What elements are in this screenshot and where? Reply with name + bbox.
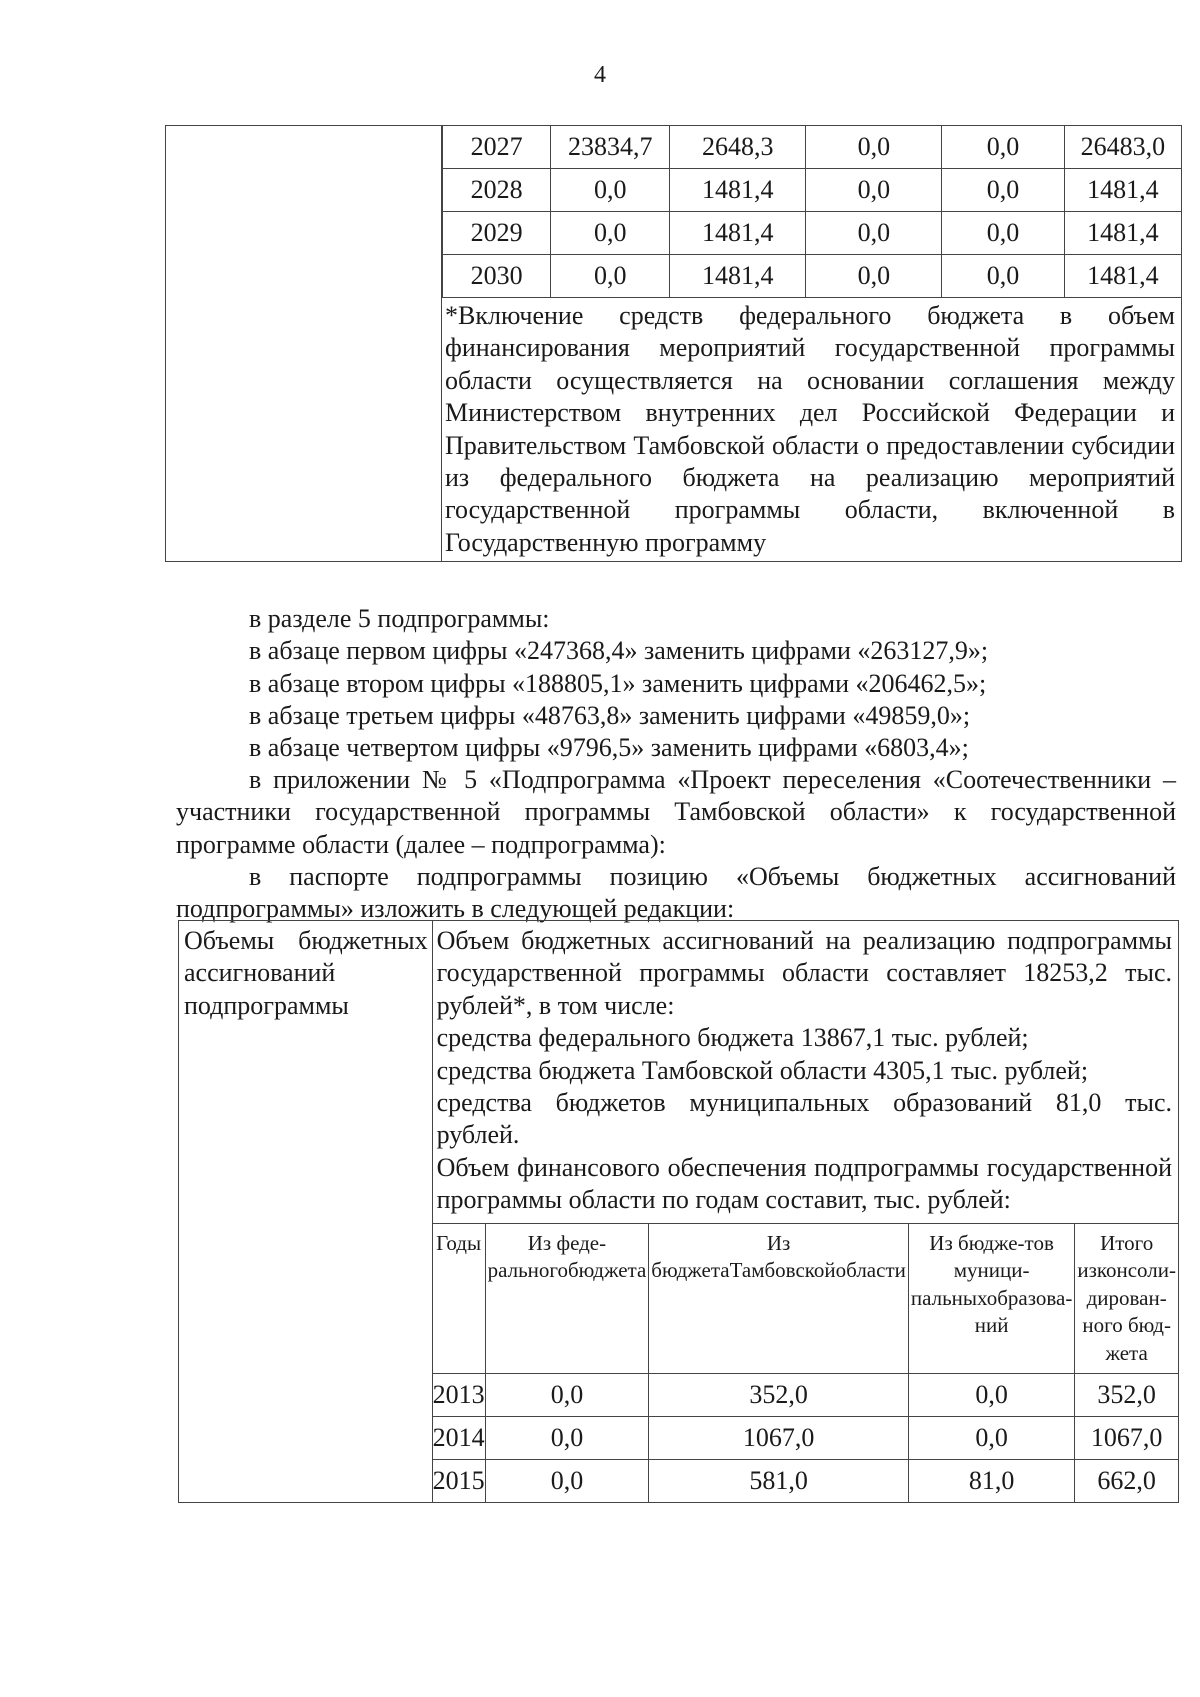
municipal-cell: 0,0	[908, 1417, 1074, 1460]
federal-cell: 0,0	[485, 1417, 649, 1460]
header-total: Итого изконсоли-дирован-ного бюд-жета	[1075, 1223, 1178, 1374]
description-line: Объем финансового обеспечения подпрограммы государственной программы области по годам составит, тыс. рублей:	[436, 1152, 1172, 1215]
description-line: средства федерального бюджета 13867,1 тыс. рублей;	[436, 1023, 1029, 1053]
paragraph: в приложении № 5 «Подпрограмма «Проект переселения «Соотечественники – участники государственной программы Тамбовской области» к государственной программе области (далее – подпрограмма):	[176, 765, 1176, 859]
other-cell: 0,0	[942, 169, 1064, 212]
description-line: Объем бюджетных ассигнований на реализацию подпрограммы государственной программы области составляет 18253,2 тыс. рублей*, в том числе:	[436, 926, 1172, 1020]
header-federal: Из феде-ральногобюджета	[485, 1223, 649, 1374]
regional-cell: 1481,4	[670, 255, 806, 298]
year-funding-table	[442, 126, 1181, 298]
federal-cell: 0,0	[551, 212, 670, 255]
regional-cell: 1481,4	[670, 212, 806, 255]
other-cell: 0,0	[942, 212, 1064, 255]
table-row	[443, 169, 1182, 212]
municipal-cell: 0,0	[806, 169, 942, 212]
total-cell: 1481,4	[1064, 212, 1181, 255]
municipal-cell: 81,0	[908, 1460, 1074, 1503]
total-cell: 1481,4	[1064, 255, 1181, 298]
table-row	[433, 1460, 1178, 1503]
other-cell: 0,0	[942, 255, 1064, 298]
label-cell	[179, 921, 433, 1503]
total-cell: 1481,4	[1064, 169, 1181, 212]
footnote: *Включение средств федерального бюджета в объем финансирования мероприятий государственной программы области осуществляется на основании соглашения между Министерством внутренних дел Российской Федерации и Правительством Тамбовской области о предоставлении субсидии из федерального бюджета на реализацию мероприятий государственной программы области, включенной в Государственную программу	[445, 301, 1175, 557]
other-cell: 0,0	[942, 126, 1064, 169]
year-cell: 2015	[433, 1460, 486, 1503]
total-cell: 352,0	[1075, 1374, 1178, 1417]
total-cell: 662,0	[1075, 1460, 1178, 1503]
paragraph: в разделе 5 подпрограммы:	[249, 604, 550, 633]
year-cell: 2029	[443, 212, 551, 255]
federal-cell: 0,0	[485, 1460, 649, 1503]
description-line: средства бюджета Тамбовской области 4305,1 тыс. рублей;	[436, 1055, 1089, 1085]
paragraph: в абзаце втором цифры «188805,1» заменить цифрами «206462,5»;	[249, 669, 987, 698]
empty-label-cell	[166, 126, 442, 562]
passport-label: Объемы бюджетных ассигнований подпрограммы	[184, 926, 428, 1020]
federal-cell: 0,0	[485, 1374, 649, 1417]
description-line: средства бюджетов муниципальных образований 81,0 тыс. рублей.	[436, 1088, 1172, 1150]
table-row	[433, 1374, 1178, 1417]
regional-cell: 1067,0	[649, 1417, 909, 1460]
regional-cell: 1481,4	[670, 169, 806, 212]
paragraph: в абзаце первом цифры «247368,4» заменить цифрами «263127,9»;	[249, 636, 989, 665]
federal-cell: 0,0	[551, 255, 670, 298]
funding-table-continued	[165, 125, 1182, 562]
regional-cell: 581,0	[649, 1460, 909, 1503]
municipal-cell: 0,0	[806, 255, 942, 298]
regional-cell: 352,0	[649, 1374, 909, 1417]
header-years: Годы	[433, 1223, 486, 1374]
passport-description	[433, 921, 1178, 1223]
table-row	[443, 255, 1182, 298]
passport-table	[178, 920, 1179, 1503]
federal-cell: 0,0	[551, 169, 670, 212]
municipal-cell: 0,0	[908, 1374, 1074, 1417]
year-cell: 2028	[443, 169, 551, 212]
total-cell: 1067,0	[1075, 1417, 1178, 1460]
page-number: 4	[594, 62, 606, 88]
header-municipal: Из бюдже-тов муници-пальныхобразова-ний	[908, 1223, 1074, 1374]
table-row	[443, 126, 1182, 169]
header-regional: Из бюджетаТамбовскойобласти	[649, 1223, 909, 1374]
paragraph: в паспорте подпрограммы позицию «Объемы бюджетных ассигнований подпрограммы» изложить в следующей редакции:	[176, 862, 1176, 924]
table-row	[433, 1417, 1178, 1460]
funding-content-cell	[442, 126, 1182, 562]
description-cell	[432, 921, 1178, 1503]
year-cell: 2013	[433, 1374, 486, 1417]
regional-cell: 2648,3	[670, 126, 806, 169]
municipal-cell: 0,0	[806, 126, 942, 169]
subprogram-funding-table	[433, 1223, 1178, 1503]
year-cell: 2027	[443, 126, 551, 169]
year-cell: 2030	[443, 255, 551, 298]
year-cell: 2014	[433, 1417, 486, 1460]
header-row	[433, 1223, 1178, 1374]
paragraph: в абзаце четвертом цифры «9796,5» заменить цифрами «6803,4»;	[249, 733, 969, 762]
total-cell: 26483,0	[1064, 126, 1181, 169]
federal-cell: 23834,7	[551, 126, 670, 169]
municipal-cell: 0,0	[806, 212, 942, 255]
paragraph: в абзаце третьем цифры «48763,8» заменить цифрами «49859,0»;	[249, 701, 971, 730]
table-row	[443, 212, 1182, 255]
